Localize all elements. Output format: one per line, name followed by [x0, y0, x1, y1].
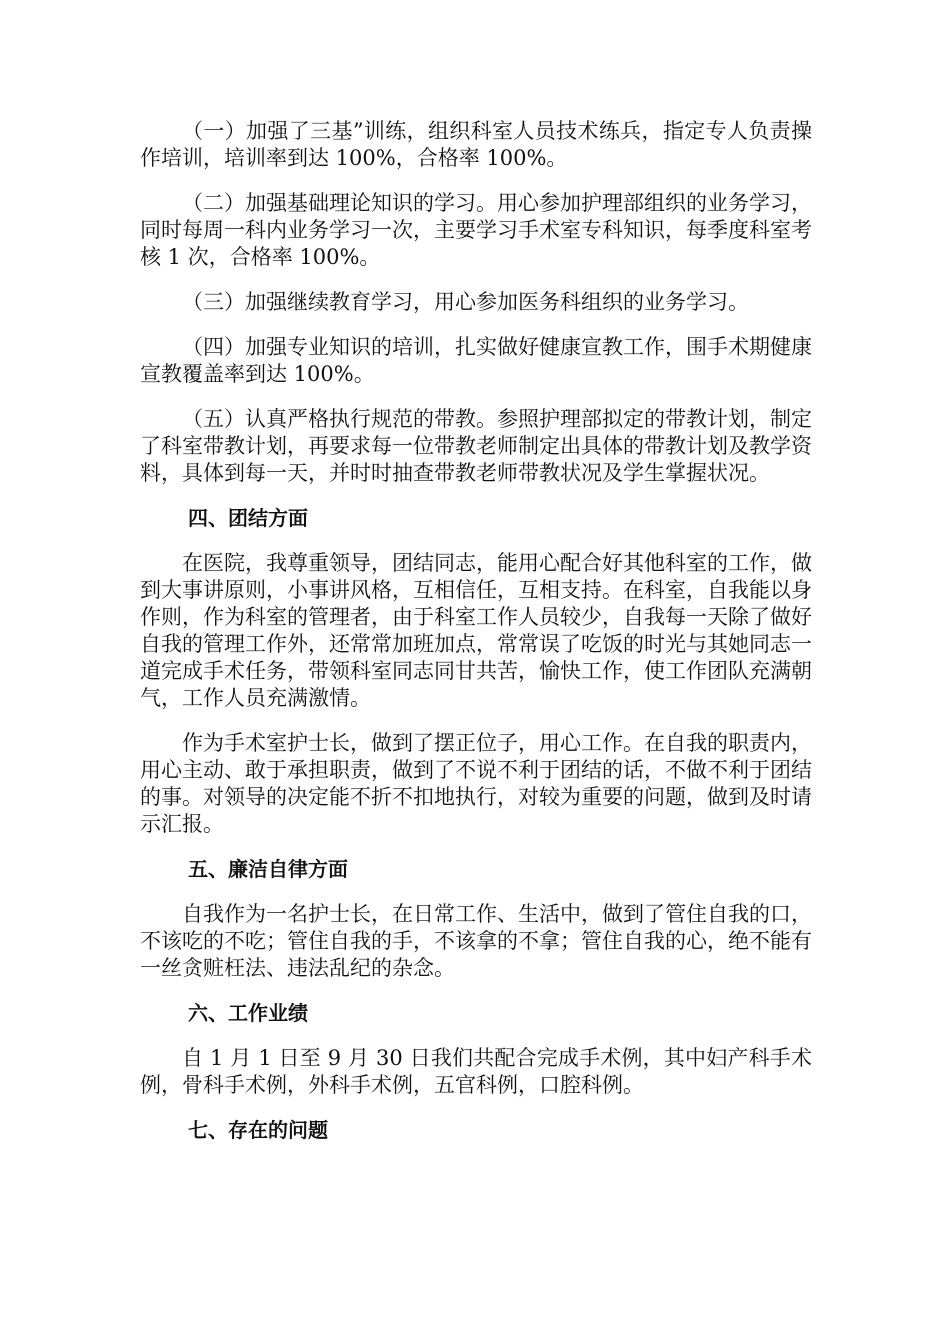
paragraph-continuing-education: （三）加强继续教育学习，用心参加医务科组织的业务学习。	[182, 290, 749, 314]
paragraph-teaching-standards: （五）认真严格执行规范的带教。参照护理部拟定的带教计划，制定了科室带教计划，再要求每一位带教老师制定出具体的带教计划及教学资料，具体到每一天，并时时抽查带教老师带教状况及学生掌握状况。	[140, 407, 812, 485]
section-heading-integrity: 五、廉洁自律方面	[188, 857, 348, 881]
paragraph-performance: 自 1 月 1 日至 9 月 30 日我们共配合完成手术例，其中妇产科手术例，骨科手术例，外科手术例，五官科例，口腔科例。	[140, 1046, 812, 1097]
section-heading-unity: 四、团结方面	[188, 506, 308, 530]
paragraph-integrity: 自我作为一名护士长，在日常工作、生活中，做到了管住自我的口，不该吃的不吃；管住自我的手，不该拿的不拿；管住自我的心，绝不能有一丝贪赃枉法、违法乱纪的杂念。	[140, 902, 812, 980]
paragraph-training-basics: （一）加强了三基”训练，组织科室人员技术练兵，指定专人负责操作培训，培训率到达 100%，合格率 100%。	[140, 119, 812, 170]
paragraph-unity-hospital: 在医院，我尊重领导，团结同志，能用心配合好其他科室的工作，做到大事讲原则，小事讲风格，互相信任，互相支持。在科室，自我能以身作则，作为科室的管理者，由于科室工作人员较少，自我每一天除了做好自我的管理工作外，还常常加班加点，常常误了吃饭的时光与其她同志一道完成手术任务，带领科室同志同甘共苦，愉快工作，使工作团队充满朝气，工作人员充满激情。	[140, 551, 812, 710]
section-heading-problems: 七、存在的问题	[188, 1118, 328, 1142]
paragraph-specialty-training: （四）加强专业知识的培训，扎实做好健康宣教工作，围手术期健康宣教覆盖率到达 100%。	[140, 335, 812, 386]
paragraph-theory-study: （二）加强基础理论知识的学习。用心参加护理部组织的业务学习，同时每周一科内业务学习一次，主要学习手术室专科知识，每季度科室考核 1 次，合格率 100%。	[140, 191, 812, 269]
section-heading-performance: 六、工作业绩	[188, 1001, 308, 1025]
document-body	[140, 118, 812, 1162]
paragraph-unity-head-nurse: 作为手术室护士长，做到了摆正位子，用心工作。在自我的职责内，用心主动、敢于承担职责，做到了不说不利于团结的话，不做不利于团结的事。对领导的决定能不折不扣地执行，对较为重要的问题，做到及时请示汇报。	[140, 731, 812, 836]
